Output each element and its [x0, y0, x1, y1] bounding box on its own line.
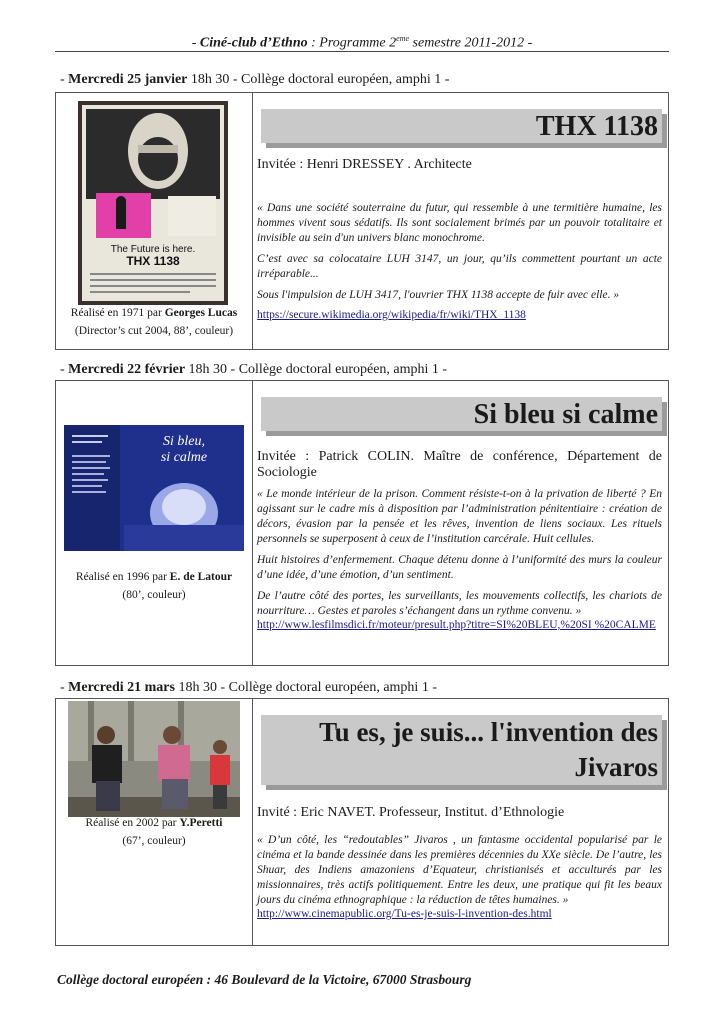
guest-3: Invité : Eric NAVET. Professeur, Institut. d’Ethnologie: [257, 805, 565, 820]
synopsis-2: « Le monde intérieur de la prison. Comment résiste-t-on à la privation de liberté ? En agissant sur le cadre mis à disposition par l’administration pénitentiaire : création de décors, évasion par la pensée et les rêves, invention de liens sociaux. Les rituels personnels se superposent à ceux de l’institution carcérale. Huit cellules. Huit histoires d’enfermement. Chaque détenu donne à l’uniformité des murs la couleur d’une idée, d’une émotion, d’un sentiment. De l’autre côté des portes, les surveillants, les mouvements collectifs, les chariots de nourriture… Gestes et paroles s’échangent dans un rythme convenu. »: [257, 488, 662, 617]
thx-poster-image: [78, 101, 228, 305]
session-date-2: - Mercredi 22 février 18h 30 - Collège doctoral européen, amphi 1 -: [60, 362, 448, 377]
film-link-2[interactable]: http://www.lesfilmsdici.fr/moteur/presult.php?titre=SI%20BLEU,%20SI %20CALME: [257, 619, 656, 631]
header-rule: [55, 51, 669, 52]
film-card-3: [55, 698, 669, 946]
session-date-3: - Mercredi 21 mars 18h 30 - Collège doctoral européen, amphi 1 -: [60, 680, 437, 695]
film-card-1: [55, 92, 669, 350]
club-name: Ciné-club d’Ethno: [199, 35, 308, 51]
film-title-3: Tu es, je suis... l'invention des Jivaros: [261, 715, 662, 785]
film-title-1: THX 1138: [261, 109, 662, 143]
si-bleu-poster-image: [64, 425, 244, 551]
synopsis-3: « D’un côté, les “redoutables” Jivaros , un fantasme occidental popularisé par le cinéma et la bande dessinée dans les premières décennies du XXe siècle. De l’autre, les Shuar, des Indiens amazoniens d’Equateur, christianisés et acculturés par les missionnaires, très actifs politiquement. Entre les deux, une pratique qui fit les beaux jours du cinéma ethnographique : la réduction de têtes humaines. »: [257, 834, 662, 906]
page-header: - Ciné-club d’Ethno : Programme 2eme semestre 2011-2012 -: [191, 34, 533, 51]
film-link-1[interactable]: https://secure.wikimedia.org/wikipedia/fr/wiki/THX_1138: [257, 309, 526, 321]
credits-3: Réalisé en 2002 par Y.Peretti (67’, couleur): [85, 817, 223, 847]
credits-2: Réalisé en 1996 par E. de Latour (80’, couleur): [75, 571, 233, 601]
jivaros-photo-image: [68, 701, 240, 817]
synopsis-1: « Dans une société souterraine du futur, qui ressemble à une termitière humaine, les hommes vivent sous sédatifs. Ils sont socialement brimés par un pouvoir totalitaire et invisible au sein d'un univers blanc monochrome. C’est avec sa colocataire LUH 3147, un jour, qu’ils commettent pourtant un acte irréparable... Sous l'impulsion de LUH 3417, l'ouvrier THX 1138 accepte de fuir avec elle. »: [257, 202, 662, 301]
poster-title: THX 1138: [126, 254, 180, 268]
poster-tagline: The Future is here.: [110, 244, 196, 255]
guest-2: Invitée : Patrick COLIN. Maître de conférence, Département de Sociologie: [257, 449, 662, 480]
poster-title-line1: Si bleu,: [163, 434, 205, 449]
guest-1: Invitée : Henri DRESSEY . Architecte: [257, 157, 472, 172]
poster-title-line2: si calme: [160, 450, 208, 465]
footer-address: Collège doctoral européen : 46 Boulevard de la Victoire, 67000 Strasbourg: [57, 972, 472, 987]
credits-1: Réalisé en 1971 par Georges Lucas (Director’s cut 2004, 88’, couleur): [70, 307, 238, 337]
session-date-1: - Mercredi 25 janvier 18h 30 - Collège doctoral européen, amphi 1 -: [60, 72, 450, 87]
film-link-3[interactable]: http://www.cinemapublic.org/Tu-es-je-suis-l-invention-des.html: [257, 908, 552, 920]
film-card-2: [55, 380, 669, 666]
film-title-2: Si bleu si calme: [261, 397, 662, 431]
